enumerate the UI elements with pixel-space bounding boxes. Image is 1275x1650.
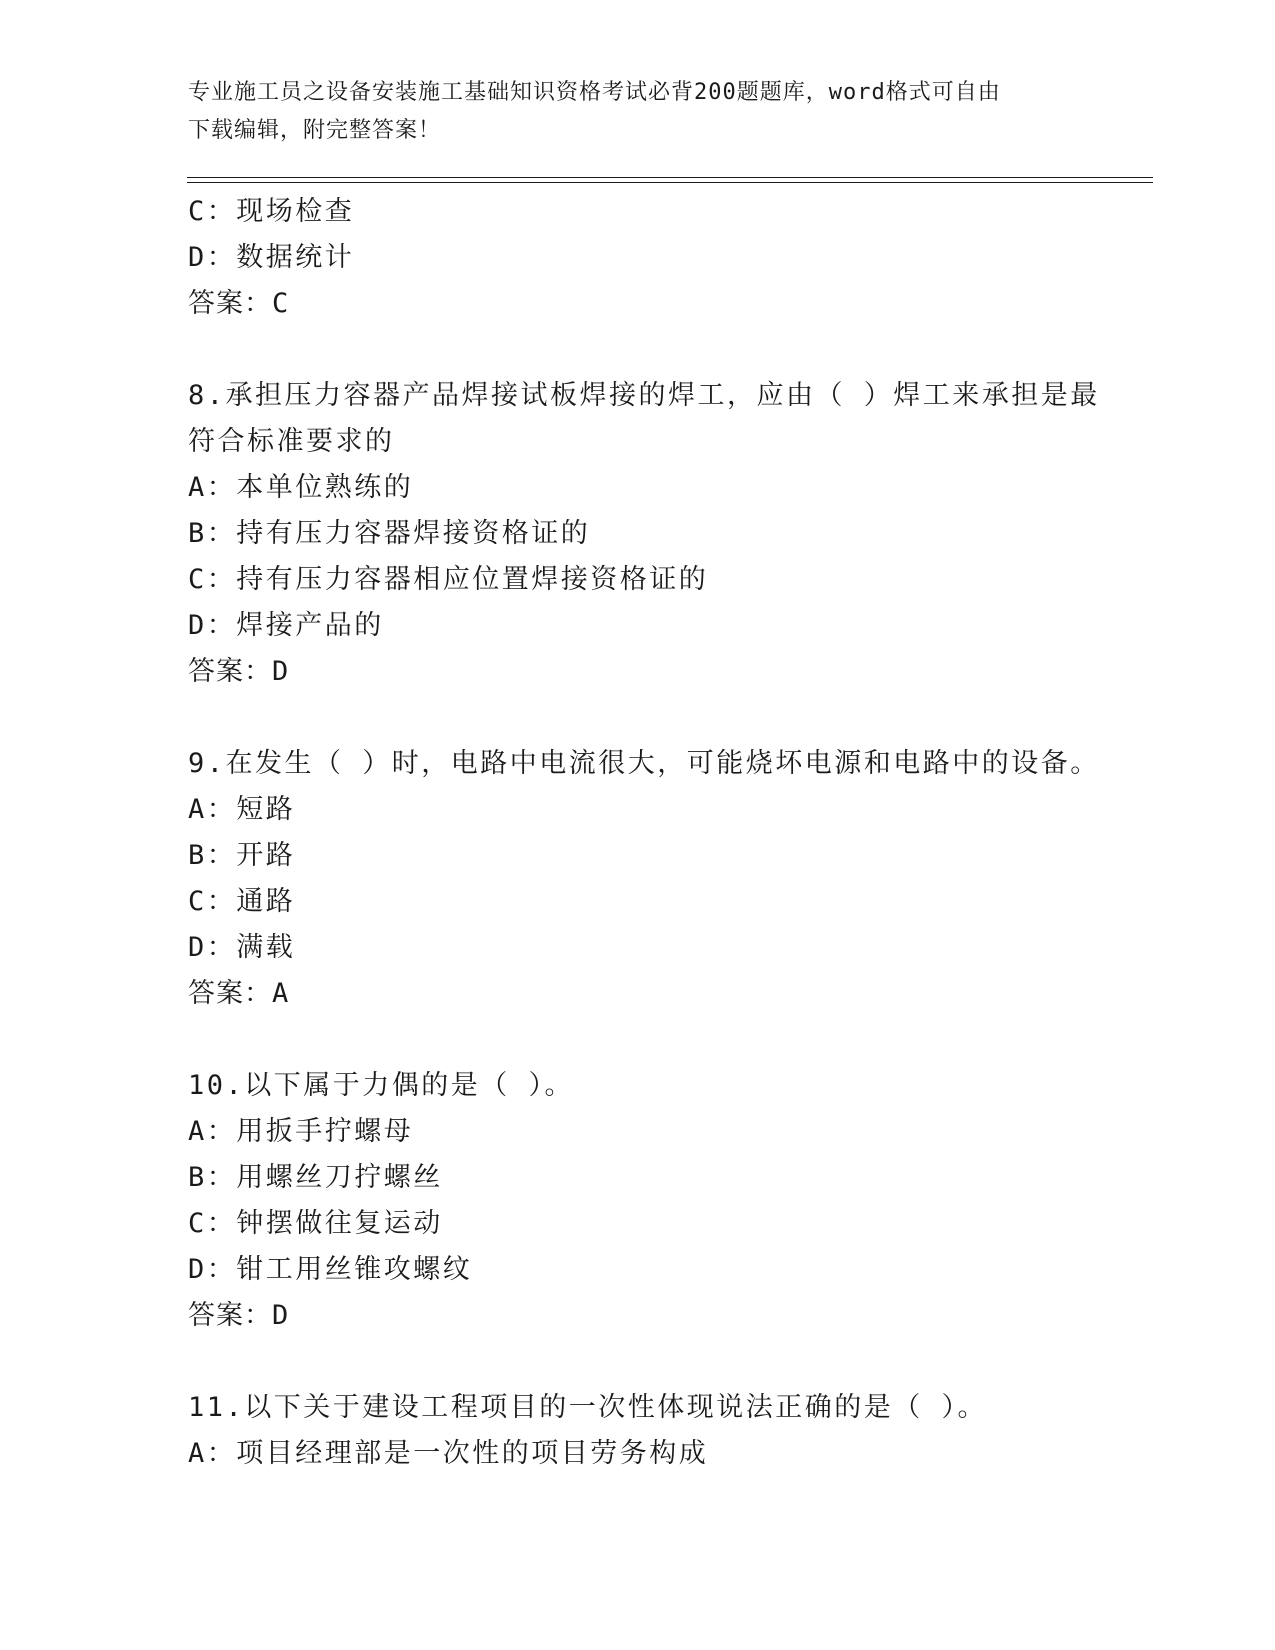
answer: 答案：A [188,978,290,1009]
question-11 [188,1385,1108,1477]
question-list [188,189,1108,1477]
header-line-2: 下载编辑，附完整答案！ [188,118,442,143]
question-stem: 10.以下属于力偶的是（ ）。 [188,1070,575,1101]
question-9 [188,741,1108,1017]
header-divider-bottom [187,182,1153,183]
header-line-1: 专业施工员之设备安装施工基础知识资格考试必背200题题库，word格式可自由 [188,80,1001,105]
option-a: A：短路 [188,794,296,825]
question-10 [188,1063,1108,1339]
option-a: A：项目经理部是一次性的项目劳务构成 [188,1438,709,1469]
spacer [188,695,1108,741]
option-b: B：开路 [188,840,296,871]
option-c: C：持有压力容器相应位置焊接资格证的 [188,564,709,595]
option-b: B：持有压力容器焊接资格证的 [188,518,591,549]
question-stem: 11.以下关于建设工程项目的一次性体现说法正确的是（ ）。 [188,1392,988,1423]
question-stem-continued: 符合标准要求的 [188,426,395,457]
option-c: C：现场检查 [188,196,355,227]
document-header [188,74,1068,150]
header-divider-top [187,177,1153,178]
question-7 [188,189,1108,327]
spacer [188,1339,1108,1385]
spacer [188,327,1108,373]
option-d: D：钳工用丝锥攻螺纹 [188,1254,473,1285]
answer: 答案：C [188,288,290,319]
option-d: D：数据统计 [188,242,355,273]
option-b: B：用螺丝刀拧螺丝 [188,1162,443,1193]
option-a: A：用扳手拧螺母 [188,1116,414,1147]
option-c: C：钟摆做往复运动 [188,1208,443,1239]
spacer [188,1017,1108,1063]
question-stem: 8.承担压力容器产品焊接试板焊接的焊工，应由（ ）焊工来承担是最 [188,380,1100,411]
option-a: A：本单位熟练的 [188,472,414,503]
option-d: D：满载 [188,932,296,963]
answer: 答案：D [188,1300,290,1331]
question-8 [188,373,1108,695]
option-d: D：焊接产品的 [188,610,384,641]
answer: 答案：D [188,656,290,687]
question-stem: 9.在发生（ ）时，电路中电流很大，可能烧坏电源和电路中的设备。 [188,748,1100,779]
option-c: C：通路 [188,886,296,917]
